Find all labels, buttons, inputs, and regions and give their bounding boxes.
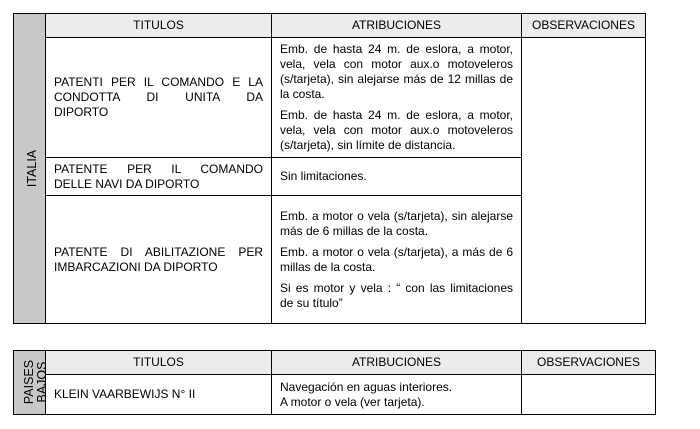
title-line: DIPORTO xyxy=(54,105,109,119)
attribution-text: Emb. de hasta 24 m. de eslora, a motor, vela, vela con motor aux.o motoveleros (s/tarjeta), sin límite de distancia. xyxy=(280,108,513,152)
row-title: KLEIN VAARBEWIJS N° II xyxy=(46,375,272,415)
country-label-italia: ITALIA xyxy=(25,149,40,188)
header-atribuciones: ATRIBUCIONES xyxy=(272,351,522,375)
header-observaciones: OBSERVACIONES xyxy=(522,14,646,38)
observaciones-cell xyxy=(522,38,646,324)
country-label-line: BAJOS xyxy=(35,361,50,403)
attribution-text: Emb. a motor o vela (s/tarjeta), sin alejarse más de 6 millas de la costa. xyxy=(280,208,513,238)
attribution-text: Sin limitaciones. xyxy=(280,169,367,183)
attribution-text: Emb. a motor o vela (s/tarjeta), a más de 6 millas de la costa. xyxy=(280,244,513,274)
attribution-text: Si es motor y vela : “ con las limitaciones de su título” xyxy=(280,280,513,310)
country-label-line: PAISES xyxy=(22,359,37,405)
row-title xyxy=(46,38,272,158)
header-observaciones: OBSERVACIONES xyxy=(522,351,656,375)
title-line: PATENTI PER IL COMANDO E LA xyxy=(54,75,263,89)
title-line: DELLE NAVI DA DIPORTO xyxy=(54,176,200,191)
row-attributions xyxy=(272,158,522,196)
header-titulos: TITULOS xyxy=(46,14,272,38)
country-label-paises-bajos xyxy=(23,360,49,404)
row-title xyxy=(46,158,272,196)
italia-titles-table xyxy=(13,13,646,324)
title-line: PATENTE DI ABILITAZIONE PER xyxy=(54,244,263,259)
header-atribuciones: ATRIBUCIONES xyxy=(272,14,522,38)
row-attributions xyxy=(272,375,522,415)
row-attributions xyxy=(272,38,522,158)
title-line: PATENTE PER IL COMANDO xyxy=(54,161,263,176)
paises-bajos-titles-table xyxy=(13,350,656,415)
attribution-text: Navegación en aguas interiores. xyxy=(280,379,453,394)
table-row xyxy=(14,375,656,415)
row-title xyxy=(46,196,272,324)
observaciones-cell xyxy=(522,375,656,415)
row-attributions xyxy=(272,196,522,324)
title-line: CONDOTTA DI UNITA DA xyxy=(54,90,263,104)
attribution-text: A motor o vela (ver tarjeta). xyxy=(280,394,425,409)
country-cell-paises-bajos xyxy=(14,351,50,415)
header-titulos: TITULOS xyxy=(46,351,272,375)
country-cell-italia xyxy=(14,14,46,324)
attribution-text: Emb. de hasta 24 m. de eslora, a motor, vela, vela con motor aux.o motoveleros (s/tarjeta), sin alejarse más de 12 millas de la costa. xyxy=(280,42,513,101)
title-line: IMBARCAZIONI DA DIPORTO xyxy=(54,259,218,274)
table-row xyxy=(14,38,646,158)
